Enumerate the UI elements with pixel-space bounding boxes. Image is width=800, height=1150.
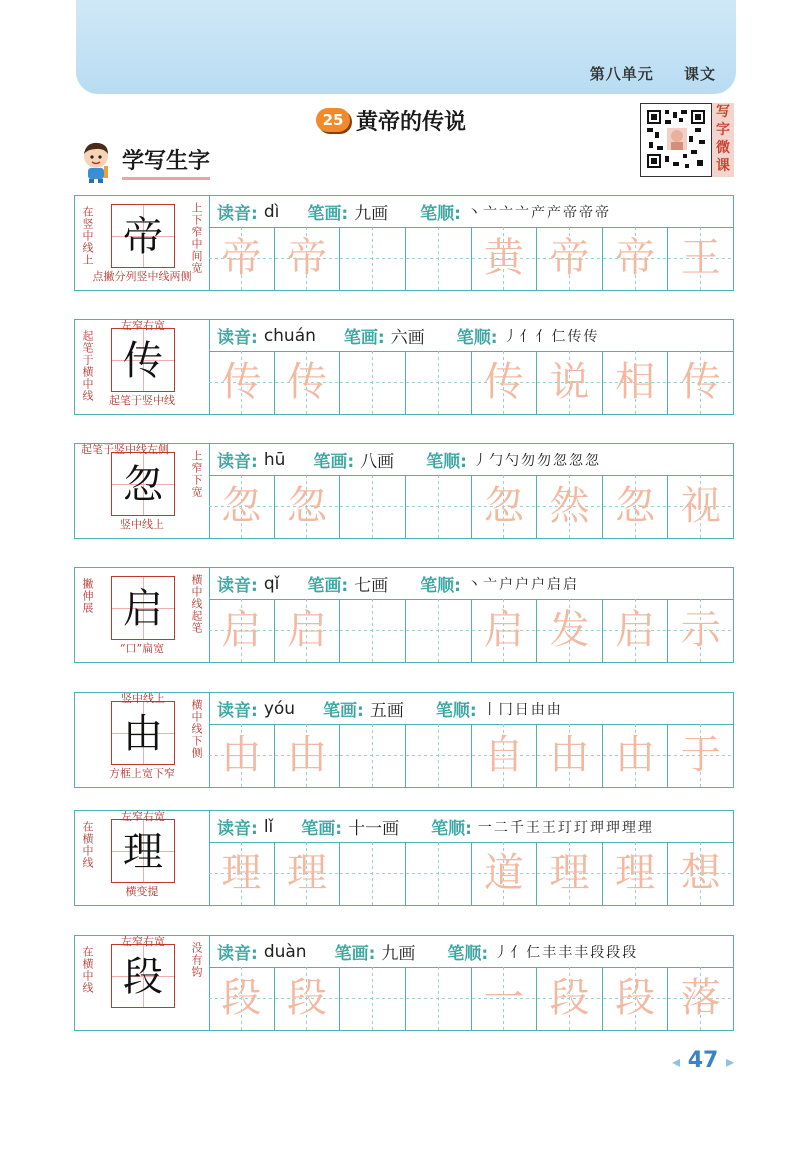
stroke-count: 十一画 [348, 819, 400, 839]
practice-cell[interactable] [472, 227, 538, 290]
stroke-step: 帝 [578, 204, 593, 221]
tip-note-right: 横中线下侧 [190, 699, 203, 759]
tip-note-right: 上下窄中间宽 [190, 202, 203, 274]
character-block [74, 195, 734, 291]
character-block [74, 692, 734, 788]
trace-character: 段 [221, 975, 262, 1021]
character-block [74, 810, 734, 906]
stroke-count-label: 笔画: [301, 819, 343, 839]
trace-character: 理 [221, 850, 262, 896]
stroke-step: 勺 [505, 452, 519, 469]
character-info-row [209, 196, 733, 228]
stroke-step: 传 [583, 328, 598, 345]
trace-character: 传 [483, 359, 524, 405]
practice-cell[interactable] [668, 967, 733, 1030]
stroke-order-sequence [504, 326, 600, 346]
trace-character: 段 [286, 975, 327, 1021]
practice-cell[interactable] [340, 842, 406, 905]
practice-cell[interactable] [406, 475, 472, 538]
tip-note-left: 在竖中线上 [81, 206, 94, 266]
reading-label: 读音: [217, 944, 258, 964]
trace-character: 启 [286, 607, 327, 653]
trace-character: 段 [549, 975, 590, 1021]
stroke-count-label: 笔画: [313, 452, 355, 472]
trace-character: 说 [549, 359, 590, 405]
stroke-count-label: 笔画: [307, 204, 349, 224]
stroke-order-sequence [494, 942, 638, 962]
model-character-box [111, 819, 175, 883]
practice-cell[interactable] [275, 967, 341, 1030]
prev-arrow-icon: ◂ [672, 1052, 681, 1071]
stroke-step: 玎 [557, 819, 572, 836]
qr-code-icon [645, 108, 707, 170]
stroke-count: 九画 [354, 204, 389, 224]
trace-character: 理 [286, 850, 327, 896]
stroke-step: 传 [567, 328, 582, 345]
character-info-row [209, 693, 733, 725]
practice-cell[interactable] [603, 967, 669, 1030]
trace-character: 启 [483, 607, 524, 653]
section-label: 课文 [683, 65, 716, 83]
stroke-order-sequence [467, 574, 579, 594]
trace-character: 视 [680, 483, 721, 529]
trace-character [340, 475, 405, 538]
stroke-step: 勹 [489, 452, 503, 469]
writing-tip-panel [75, 936, 210, 1030]
trace-character: 传 [221, 359, 262, 405]
trace-character: 想 [680, 850, 721, 896]
practice-cell[interactable] [209, 351, 275, 414]
tip-note-bottom: 点撇分列竖中线两侧 [92, 270, 192, 283]
practice-cell[interactable] [668, 724, 733, 787]
stroke-step: 忽 [585, 452, 599, 469]
trace-character: 自 [483, 732, 524, 778]
trace-character [406, 842, 471, 905]
tip-note-bottom: 起笔于竖中线 [109, 394, 175, 407]
tip-note-left: 起笔于横中线 [81, 330, 94, 402]
stroke-count-label: 笔画: [334, 944, 376, 964]
trace-character: 示 [680, 607, 721, 653]
model-character-box [111, 944, 175, 1008]
trace-character: 王 [680, 235, 721, 281]
stroke-step: 亠 [514, 204, 529, 221]
pinyin: chuán [263, 325, 316, 346]
trace-character: 帝 [549, 235, 590, 281]
trace-character: 一 [483, 975, 524, 1021]
stroke-step: 亻 [510, 944, 525, 961]
stroke-step: 理 [621, 819, 636, 836]
character-info-row [209, 936, 733, 968]
practice-cell[interactable] [275, 475, 341, 538]
reading-label: 读音: [217, 328, 258, 348]
trace-character: 由 [549, 732, 590, 778]
stroke-step: 丰 [574, 944, 589, 961]
stroke-count: 八画 [360, 452, 395, 472]
stroke-count: 七画 [354, 576, 389, 596]
practice-cell[interactable] [340, 475, 406, 538]
section-title: 学写生字 [122, 144, 210, 180]
practice-cell[interactable] [537, 227, 603, 290]
practice-cell[interactable] [537, 599, 603, 662]
model-character: 帝 [123, 214, 163, 260]
stroke-step: 启 [562, 576, 577, 593]
tip-note-top: 竖中线上 [121, 692, 165, 705]
lesson-title: 黄帝的传说 [356, 109, 467, 135]
pinyin: duàn [263, 941, 307, 962]
practice-cell[interactable] [340, 227, 406, 290]
model-character-box [111, 701, 175, 765]
trace-character: 相 [615, 359, 656, 405]
stroke-step: 由 [530, 701, 545, 718]
page-number-value: 47 [687, 1048, 719, 1073]
stroke-order-label: 笔顺: [420, 204, 461, 224]
stroke-step: 二 [493, 819, 508, 836]
tip-note-bottom: “口”扁宽 [119, 642, 165, 655]
character-info-row [209, 444, 733, 476]
trace-character: 忽 [286, 483, 327, 529]
stroke-step: 亠 [482, 576, 497, 593]
stroke-step: 丿 [503, 328, 518, 345]
stroke-step: 仁 [551, 328, 566, 345]
stroke-step: 玾 [605, 819, 620, 836]
stroke-step: 段 [590, 944, 605, 961]
pinyin: lǐ [263, 816, 274, 837]
trace-character [340, 842, 405, 905]
stroke-step: 产 [546, 204, 561, 221]
unit-heading [566, 63, 716, 84]
tip-note-right: 横中线起笔 [190, 574, 203, 634]
practice-cell[interactable] [275, 842, 341, 905]
stroke-step: 日 [514, 701, 529, 718]
tip-note-right: 没有钩 [190, 942, 203, 978]
page-number [672, 1048, 734, 1073]
trace-character: 段 [615, 975, 656, 1021]
practice-cell[interactable] [668, 475, 733, 538]
practice-cell[interactable] [537, 724, 603, 787]
stroke-count-label: 笔画: [307, 576, 349, 596]
practice-grid [209, 351, 733, 414]
stroke-order-sequence [483, 699, 563, 719]
stroke-step: 玎 [573, 819, 588, 836]
practice-cell[interactable] [472, 599, 538, 662]
practice-cell[interactable] [603, 724, 669, 787]
trace-character [340, 967, 405, 1030]
practice-cell[interactable] [668, 842, 733, 905]
reading-label: 读音: [217, 576, 258, 596]
stroke-count: 六画 [390, 328, 425, 348]
trace-character: 帝 [221, 235, 262, 281]
stroke-step: 由 [546, 701, 561, 718]
stroke-step: 王 [541, 819, 556, 836]
practice-cell[interactable] [406, 724, 472, 787]
tip-note-left: 撇伸展 [81, 578, 94, 614]
practice-cell[interactable] [406, 967, 472, 1030]
stroke-step: 亻 [519, 328, 534, 345]
trace-character: 理 [549, 850, 590, 896]
trace-character: 启 [615, 607, 656, 653]
stroke-count: 五画 [369, 701, 404, 721]
stroke-order-label: 笔顺: [456, 328, 498, 348]
stroke-order-sequence [467, 202, 611, 222]
qr-caption: 写字微课 [712, 103, 734, 177]
practice-cell[interactable] [275, 724, 341, 787]
trace-character: 忽 [483, 483, 524, 529]
lesson-number: 25 [316, 108, 350, 132]
model-character-box [111, 328, 175, 392]
practice-grid [209, 227, 733, 290]
trace-character [406, 227, 471, 290]
practice-cell[interactable] [406, 842, 472, 905]
character-info-row [209, 568, 733, 600]
tip-note-top: 左窄右宽 [121, 810, 165, 823]
practice-cell[interactable] [668, 599, 733, 662]
practice-cell[interactable] [209, 599, 275, 662]
stroke-step: 启 [546, 576, 561, 593]
practice-cell[interactable] [275, 227, 341, 290]
practice-cell[interactable] [603, 475, 669, 538]
stroke-step: 段 [606, 944, 621, 961]
model-character-box [111, 452, 175, 516]
trace-character: 于 [680, 732, 721, 778]
stroke-count: 九画 [381, 944, 416, 964]
stroke-step: 丨 [482, 701, 497, 718]
practice-cell[interactable] [472, 967, 538, 1030]
stroke-step: 帝 [562, 204, 577, 221]
character-block [74, 935, 734, 1031]
writing-tip-panel [75, 568, 210, 662]
trace-character: 传 [286, 359, 327, 405]
stroke-step: 丿 [473, 452, 487, 469]
trace-character: 由 [615, 732, 656, 778]
character-info-row [209, 811, 733, 843]
character-block [74, 567, 734, 663]
stroke-step: 亻 [535, 328, 550, 345]
stroke-step: 段 [622, 944, 637, 961]
model-character: 传 [123, 338, 163, 384]
trace-character [340, 351, 405, 414]
practice-cell[interactable] [275, 351, 341, 414]
stroke-order-label: 笔顺: [447, 944, 489, 964]
trace-character: 理 [615, 850, 656, 896]
practice-grid [209, 599, 733, 662]
trace-character [406, 475, 471, 538]
practice-cell[interactable] [472, 842, 538, 905]
stroke-order-label: 笔顺: [435, 701, 477, 721]
stroke-step: 产 [530, 204, 545, 221]
practice-cell[interactable] [406, 351, 472, 414]
practice-cell[interactable] [340, 351, 406, 414]
stroke-step: 丶 [466, 204, 481, 221]
practice-cell[interactable] [472, 351, 538, 414]
stroke-step: 亠 [482, 204, 497, 221]
stroke-step: 忽 [569, 452, 583, 469]
stroke-step: 户 [498, 576, 513, 593]
unit-banner [76, 0, 736, 94]
stroke-count-label: 笔画: [343, 328, 385, 348]
stroke-order-sequence [473, 450, 601, 470]
practice-cell[interactable] [209, 967, 275, 1030]
tip-note-top: 起笔于竖中线左侧 [81, 443, 169, 456]
trace-character [406, 599, 471, 662]
tip-note-bottom: 横变提 [125, 885, 159, 898]
practice-cell[interactable] [668, 351, 733, 414]
model-character: 忽 [123, 462, 163, 508]
section-heading [76, 140, 210, 184]
stroke-step: 户 [530, 576, 545, 593]
trace-character [406, 351, 471, 414]
writing-tip-panel [75, 811, 210, 905]
character-block [74, 443, 734, 539]
stroke-order-label: 笔顺: [431, 819, 472, 839]
practice-cell[interactable] [406, 227, 472, 290]
tip-note-bottom: 竖中线上 [120, 518, 164, 531]
model-character: 由 [123, 711, 163, 757]
practice-cell[interactable] [472, 475, 538, 538]
practice-grid [209, 724, 733, 787]
trace-character: 由 [221, 732, 262, 778]
practice-grid [209, 475, 733, 538]
pinyin: hū [263, 449, 286, 470]
practice-cell[interactable] [603, 842, 669, 905]
practice-cell[interactable] [537, 967, 603, 1030]
model-character-box [111, 204, 175, 268]
model-character-box [111, 576, 175, 640]
trace-character [340, 227, 405, 290]
practice-cell[interactable] [209, 842, 275, 905]
practice-grid [209, 842, 733, 905]
trace-character: 由 [286, 732, 327, 778]
stroke-step: 忽 [553, 452, 567, 469]
practice-cell[interactable] [340, 967, 406, 1030]
stroke-step: 勿 [537, 452, 551, 469]
practice-cell[interactable] [472, 724, 538, 787]
trace-character: 黄 [483, 235, 524, 281]
stroke-order-label: 笔顺: [420, 576, 461, 596]
stroke-order-sequence [478, 817, 654, 837]
trace-character: 道 [483, 850, 524, 896]
stroke-step: 丿 [494, 944, 509, 961]
writing-tip-panel [75, 196, 210, 290]
practice-cell[interactable] [209, 227, 275, 290]
trace-character [406, 967, 471, 1030]
pinyin: yóu [263, 698, 296, 719]
writing-tip-panel [75, 693, 210, 787]
tip-note-top: 左窄右宽 [121, 319, 165, 332]
stroke-step: 丶 [466, 576, 481, 593]
model-character: 段 [123, 954, 163, 1000]
stroke-step: 亠 [498, 204, 513, 221]
reading-label: 读音: [217, 204, 258, 224]
model-character: 启 [123, 586, 163, 632]
tip-note-bottom: 方框上宽下窄 [109, 767, 175, 780]
trace-character: 帝 [286, 235, 327, 281]
stroke-order-label: 笔顺: [426, 452, 467, 472]
practice-cell[interactable] [537, 475, 603, 538]
stroke-step: 王 [525, 819, 540, 836]
tip-note-left: 在横中线 [81, 821, 94, 869]
writing-tip-panel [75, 320, 210, 414]
practice-grid [209, 967, 733, 1030]
trace-character: 发 [549, 607, 590, 653]
practice-cell[interactable] [668, 227, 733, 290]
stroke-step: 仁 [526, 944, 541, 961]
stroke-step: 一 [477, 819, 492, 836]
tip-note-left: 在横中线 [81, 946, 94, 994]
practice-cell[interactable] [275, 599, 341, 662]
practice-cell[interactable] [537, 351, 603, 414]
reading-label: 读音: [217, 452, 258, 472]
qr-code[interactable] [640, 103, 712, 177]
stroke-step: 勿 [521, 452, 535, 469]
trace-character: 忽 [221, 483, 262, 529]
practice-cell[interactable] [340, 599, 406, 662]
trace-character [406, 724, 471, 787]
practice-cell[interactable] [603, 599, 669, 662]
trace-character: 启 [221, 607, 262, 653]
stroke-step: 丰 [558, 944, 573, 961]
trace-character: 帝 [615, 235, 656, 281]
stroke-step: 丰 [542, 944, 557, 961]
tip-note-top: 左窄右宽 [121, 935, 165, 948]
reading-label: 读音: [217, 819, 258, 839]
stroke-step: 帝 [594, 204, 609, 221]
trace-character: 然 [549, 483, 590, 529]
stroke-step: 户 [514, 576, 529, 593]
stroke-step: 千 [509, 819, 524, 836]
character-block [74, 319, 734, 415]
pinyin: qǐ [263, 573, 280, 594]
writing-tip-panel [75, 444, 210, 538]
stroke-step: 玾 [589, 819, 604, 836]
model-character: 理 [123, 829, 163, 875]
practice-cell[interactable] [209, 475, 275, 538]
stroke-step: 冂 [498, 701, 513, 718]
practice-cell[interactable] [603, 227, 669, 290]
pinyin: dì [263, 201, 280, 222]
trace-character [340, 599, 405, 662]
practice-cell[interactable] [406, 599, 472, 662]
practice-cell[interactable] [340, 724, 406, 787]
stroke-step: 理 [637, 819, 652, 836]
trace-character [340, 724, 405, 787]
trace-character: 落 [680, 975, 721, 1021]
lesson-heading [316, 104, 466, 136]
child-mascot-icon [76, 140, 118, 184]
stroke-count-label: 笔画: [323, 701, 364, 721]
reading-label: 读音: [217, 701, 258, 721]
trace-character: 传 [680, 359, 721, 405]
unit-label: 第八单元 [589, 65, 654, 83]
practice-cell[interactable] [209, 724, 275, 787]
practice-cell[interactable] [537, 842, 603, 905]
tip-note-right: 上窄下宽 [190, 450, 203, 498]
practice-cell[interactable] [603, 351, 669, 414]
next-arrow-icon: ▸ [726, 1052, 735, 1071]
character-info-row [209, 320, 733, 352]
trace-character: 忽 [615, 483, 656, 529]
